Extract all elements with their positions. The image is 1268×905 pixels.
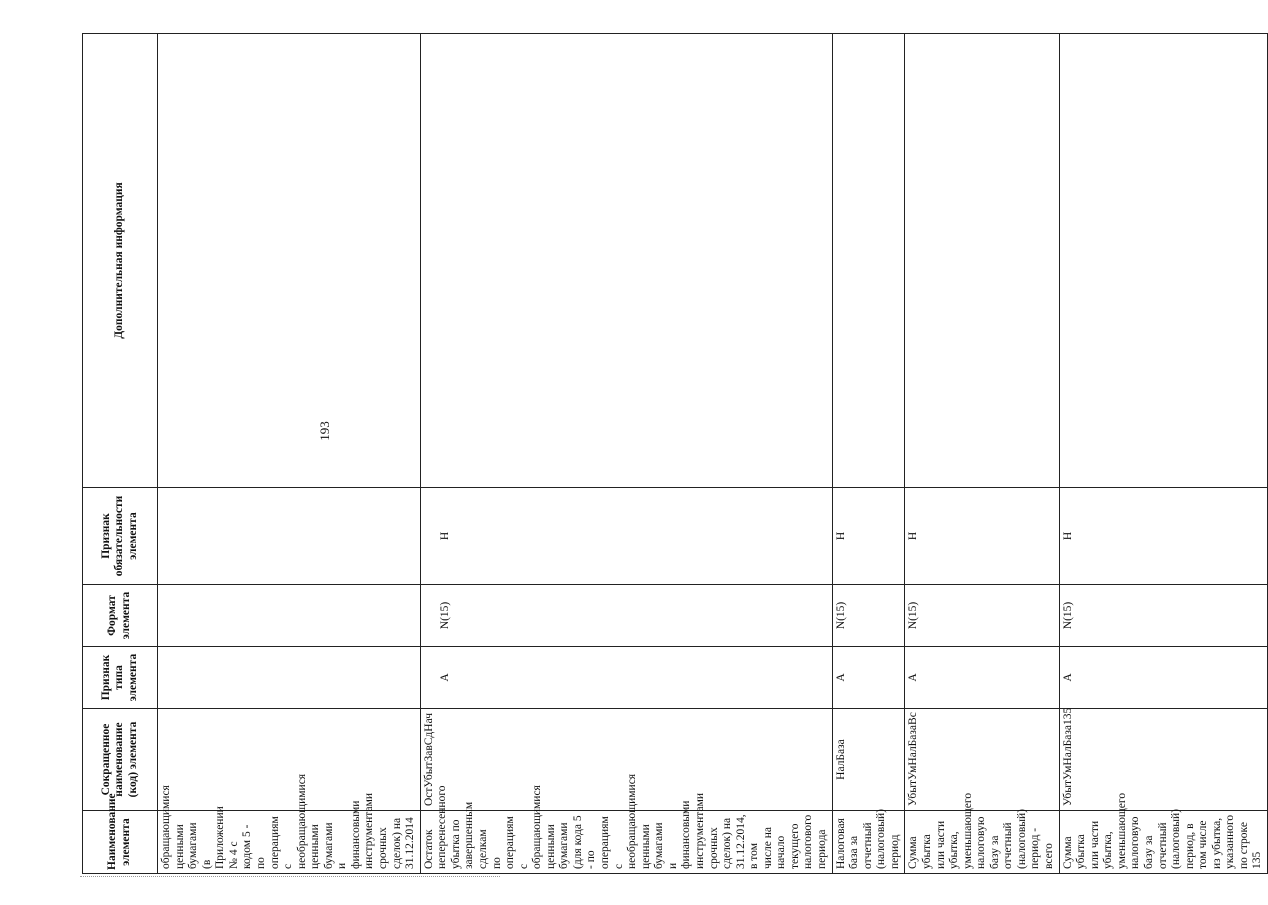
cell-short-name: НалБаза <box>832 709 905 811</box>
cell-required-flag: Н <box>905 488 1059 585</box>
cell-additional-info <box>905 34 1059 488</box>
elements-table <box>82 33 1268 874</box>
table-row <box>905 34 1059 874</box>
cell-required-flag: Н <box>832 488 905 585</box>
rotated-page-content <box>82 34 1264 874</box>
cell-element-name: Сумма убытка или части убытка, уменьшающего налоговую базу за отчетный (налоговый) период, в том числе из убытка, указанного по строке 135 <box>1059 811 1267 874</box>
header-required-flag: Признак обязательности элемента <box>83 488 158 585</box>
cell-element-type: А <box>905 647 1059 709</box>
cell-short-name: УбытУмНалБаза135 <box>1059 709 1267 811</box>
page-number: 193 <box>317 421 332 441</box>
cell-element-name: Сумма убытка или части убытка, уменьшающего налоговую базу за отчетный (налоговый) период - всего <box>905 811 1059 874</box>
cell-additional-info <box>1059 34 1267 488</box>
cell-required-flag: Н <box>1059 488 1267 585</box>
table-header-row <box>83 34 158 874</box>
cell-element-name: Остаток неперенесенного убытка по завершенным сделкам по операциям с обращающимися ценными бумагами (для кода 5 - по операциям с необращающимися ценными бумагами и финансовыми инструментами срочных сделок) на 31.12.2014, в том числе на начало текущего налогового периода <box>420 811 832 874</box>
header-short-name: Сокращенное наименование (код) элемента <box>83 709 158 811</box>
cell-required-flag <box>158 488 421 585</box>
cell-element-format: N(15) <box>1059 585 1267 647</box>
cell-element-format: N(15) <box>905 585 1059 647</box>
header-element-type: Признак типа элемента <box>83 647 158 709</box>
cell-element-format: N(15) <box>832 585 905 647</box>
cell-element-name: обращающимися ценными бумагами (в Приложении № 4 с кодом 5 - по операциям с необращающимися ценными бумагами и финансовыми инструментами срочных сделок) на 31.12.2014 <box>158 811 421 874</box>
cell-additional-info <box>420 34 832 488</box>
table-row <box>420 34 832 874</box>
table-row <box>1059 34 1267 874</box>
cell-element-name: Налоговая база за отчетный (налоговый) период <box>832 811 905 874</box>
cell-element-format: N(15) <box>420 585 832 647</box>
cell-element-format <box>158 585 421 647</box>
header-element-name: Наименование элемента <box>83 811 158 874</box>
cell-short-name: УбытУмНалБазаВс <box>905 709 1059 811</box>
cell-additional-info <box>158 34 421 488</box>
table-row <box>158 34 421 874</box>
header-additional-info: Дополнительная информация <box>83 34 158 488</box>
cell-additional-info <box>832 34 905 488</box>
cell-element-type: А <box>832 647 905 709</box>
cell-required-flag: Н <box>420 488 832 585</box>
scan-artifact-line <box>80 876 500 879</box>
cell-short-name <box>158 709 421 811</box>
cell-element-type <box>158 647 421 709</box>
header-element-format: Формат элемента <box>83 585 158 647</box>
table-row <box>832 34 905 874</box>
cell-element-type: А <box>420 647 832 709</box>
cell-short-name: ОстУбытЗавСдНач <box>420 709 832 811</box>
cell-element-type: А <box>1059 647 1267 709</box>
